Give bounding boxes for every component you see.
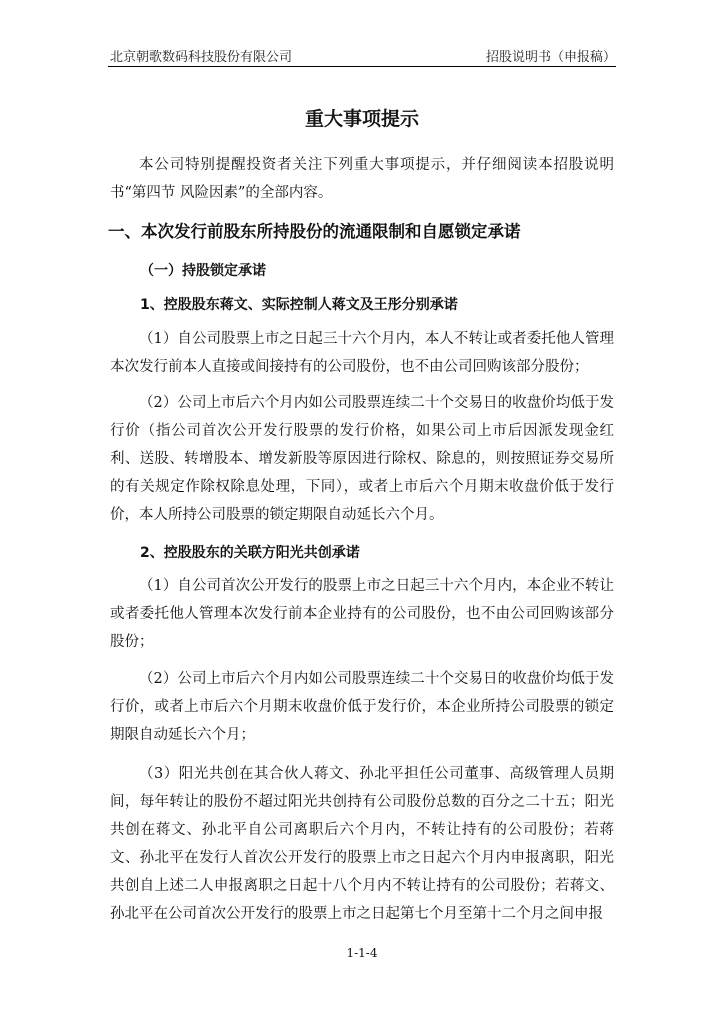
item-heading-1: 1、控股股东蒋文、实际控制人蒋文及王彤分别承诺	[140, 297, 458, 313]
header-company-name: 北京朝歌数码科技股份有限公司	[110, 50, 293, 65]
section-heading: 一、本次发行前股东所持股份的流通限制和自愿锁定承诺	[108, 222, 521, 241]
item1-body-2	[110, 389, 614, 529]
item-heading-2: 2、控股股东的关联方阳光共创承诺	[140, 545, 360, 561]
item2-body	[110, 572, 614, 656]
page-title: 重大事项提示	[304, 108, 419, 130]
intro-block	[110, 151, 614, 207]
item2-body-2	[110, 665, 614, 749]
header-rule	[108, 66, 616, 67]
page-number: 1-1-4	[346, 946, 378, 960]
subsection-heading: （一）持股锁定承诺	[140, 263, 266, 279]
item1-paragraph-2: （2）公司上市后六个月内如公司股票连续二十个交易日的收盘价均低于发行价（指公司首次公开发行股票的发行价格，如果公司上市后因派发现金红利、送股、转增股本、增发新股等原因进行除权、除息的，则按照证券交易所的有关规定作除权除息处理，下同），或者上市后六个月期末收盘价低于发行价，本人所持公司股票的锁定期限自动延长六个月。	[110, 395, 614, 523]
item2-paragraph-3: （3）阳光共创在其合伙人蒋文、孙北平担任公司董事、高级管理人员期间，每年转让的股份不超过阳光共创持有公司股份总数的百分之二十五；阳光共创在蒋文、孙北平自公司离职后六个月内，不转让持有的公司股份；若蒋文、孙北平在发行人首次公开发行的股票上市之日起六个月内申报离职，阳光共创自上述二人申报离职之日起十八个月内不转让持有的公司股份；若蒋文、孙北平在公司首次公开发行的股票上市之日起第七个月至第十二个月之间申报	[110, 766, 614, 922]
item2-paragraph-2: （2）公司上市后六个月内如公司股票连续二十个交易日的收盘价均低于发行价，或者上市后六个月期末收盘价低于发行价，本企业所持公司股票的锁定期限自动延长六个月；	[110, 671, 614, 743]
header-document-type: 招股说明书（申报稿）	[485, 50, 616, 65]
item2-paragraph-1: （1）自公司首次公开发行的股票上市之日起三十六个月内，本企业不转让或者委托他人管理本次发行前本企业持有的公司股份，也不由公司回购该部分股份；	[110, 578, 614, 650]
item1-body	[110, 325, 614, 381]
item1-paragraph-1: （1）自公司股票上市之日起三十六个月内，本人不转让或者委托他人管理本次发行前本人直接或间接持有的公司股份，也不由公司回购该部分股份；	[110, 331, 614, 375]
item2-body-3	[110, 760, 614, 928]
intro-paragraph: 本公司特别提醒投资者关注下列重大事项提示，并仔细阅读本招股说明书“第四节 风险因素”的全部内容。	[110, 157, 614, 201]
